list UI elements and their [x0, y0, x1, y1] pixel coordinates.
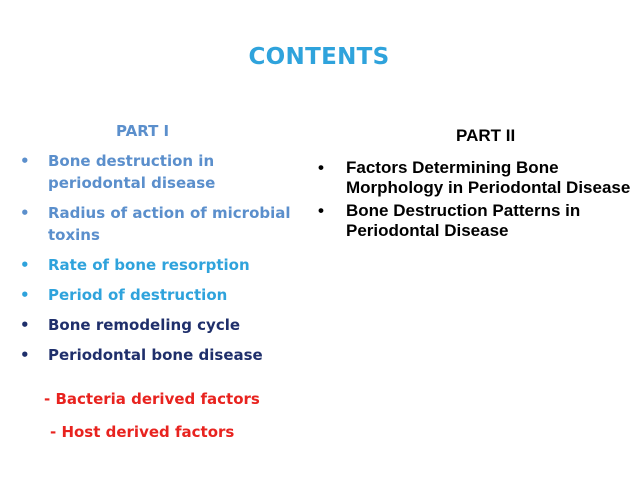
list-item-label: Bone remodeling cycle: [48, 316, 241, 334]
list-item: [20, 202, 310, 246]
bullet-icon: •: [318, 201, 324, 220]
part1-list: [20, 150, 310, 374]
list-item: [20, 314, 310, 336]
bullet-icon: •: [20, 346, 30, 364]
list-item-label: Periodontal bone disease: [48, 346, 263, 364]
bullet-icon: •: [318, 158, 324, 177]
list-item-label: Factors Determining Bone Morphology in Periodontal Disease: [346, 158, 631, 197]
list-item-label: Bone Destruction Patterns in Periodontal Disease: [346, 201, 581, 240]
bullet-icon: •: [20, 286, 30, 304]
list-item-label: Rate of bone resorption: [48, 256, 250, 274]
list-item: [318, 158, 633, 198]
part2-list: [318, 158, 633, 244]
bullet-icon: •: [20, 256, 30, 274]
subitem-host-factors: - Host derived factors: [50, 423, 235, 441]
bullet-icon: •: [20, 204, 30, 222]
slide-title: CONTENTS: [248, 44, 390, 70]
subitem-bacteria-factors: - Bacteria derived factors: [44, 390, 260, 408]
list-item: [20, 284, 310, 306]
list-item-label: Period of destruction: [48, 286, 228, 304]
list-item: [20, 254, 310, 276]
list-item-label: Bone destruction in periodontal disease: [48, 152, 216, 192]
bullet-icon: •: [20, 152, 30, 170]
list-item: [318, 201, 633, 241]
bullet-icon: •: [20, 316, 30, 334]
list-item-label: Radius of action of microbial toxins: [48, 204, 291, 244]
part1-heading: PART I: [116, 122, 170, 140]
part2-heading: PART II: [456, 126, 516, 145]
list-item: [20, 150, 310, 194]
list-item: [20, 344, 310, 366]
